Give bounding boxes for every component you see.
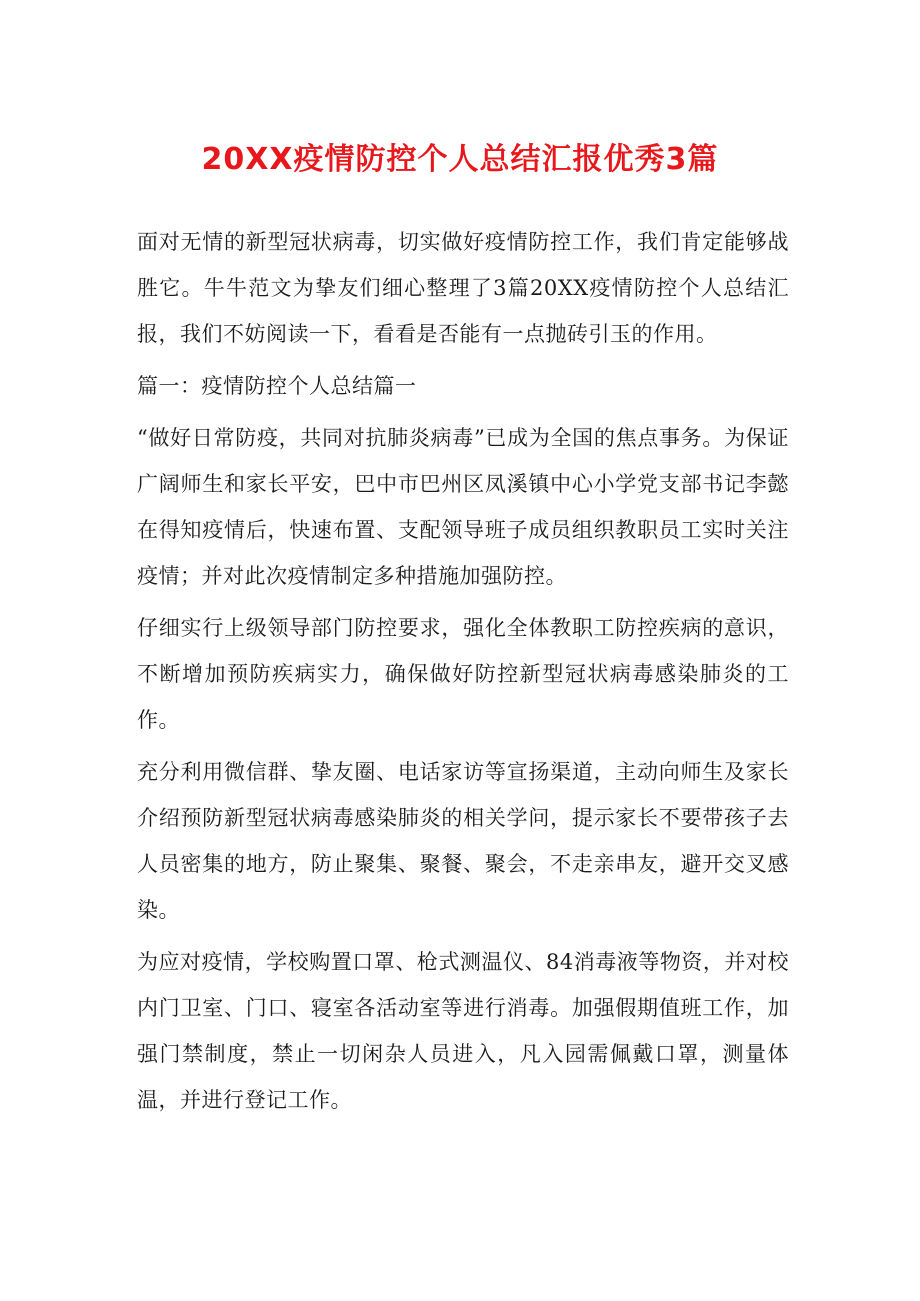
body-paragraph: 充分利用微信群、挚友圈、电话家访等宣扬渠道，主动向师生及家长介绍预防新型冠状病毒感染肺炎的相关学问，提示家长不要带孩子去人员密集的地方，防止聚集、聚餐、聚会，不走亲串友，避开交叉感染。	[137, 760, 789, 922]
body-paragraph: 为应对疫情，学校购置口罩、枪式测温仪、84消毒液等物资，并对校内门卫室、门口、寝室各活动室等进行消毒。加强假期值班工作，加强门禁制度，禁止一切闲杂人员进入，凡入园需佩戴口罩，测量体温，并进行登记工作。	[137, 950, 789, 1112]
section-heading: 篇一：疫情防控个人总结篇一	[137, 374, 417, 398]
intro-paragraph: 面对无情的新型冠状病毒，切实做好疫情防控工作，我们肯定能够战胜它。牛牛范文为挚友们细心整理了3篇20XX疫情防控个人总结汇报，我们不妨阅读一下，看看是否能有一点抛砖引玉的作用。	[137, 230, 789, 346]
document-body	[137, 219, 789, 1129]
document-title: 20XX疫情防控个人总结汇报优秀3篇	[201, 142, 719, 177]
body-paragraph: 仔细实行上级领导部门防控要求，强化全体教职工防控疾病的意识，不断增加预防疾病实力，确保做好防控新型冠状病毒感染肺炎的工作。	[137, 616, 789, 732]
body-paragraph: “做好日常防疫，共同对抗肺炎病毒”已成为全国的焦点事务。为保证广阔师生和家长平安，巴中市巴州区凤溪镇中心小学党支部书记李懿在得知疫情后，快速布置、支配领导班子成员组织教职员工实时关注疫情；并对此次疫情制定多种措施加强防控。	[137, 426, 789, 588]
